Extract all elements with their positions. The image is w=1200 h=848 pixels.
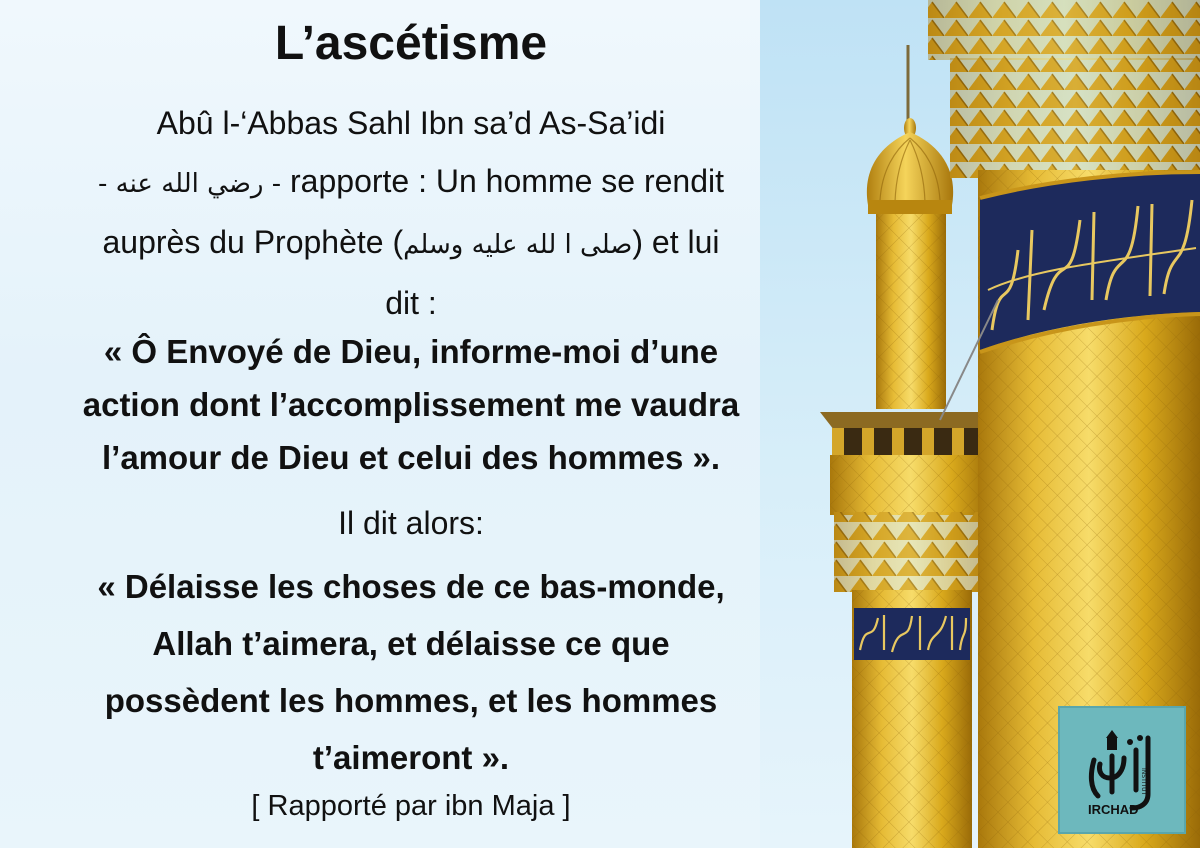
logo-institut-text: INSTITUT (1140, 768, 1147, 796)
narration-line-3 (0, 213, 822, 274)
narration-line-2 (0, 152, 822, 213)
source-reference: [ Rapporté par ibn Maja ] (251, 790, 571, 822)
logo-irchad-text: IRCHAD (1088, 802, 1139, 817)
question-line-3: l’amour de Dieu et celui des hommes ». (101, 439, 721, 476)
answer-line-3: possèdent les hommes, et les hommes (104, 682, 718, 719)
question-quote (0, 325, 822, 484)
question-line-2: action dont l’accomplissement me vaudra (82, 386, 740, 423)
said-line: Il dit alors: (338, 505, 484, 541)
narration-block (0, 94, 822, 332)
page-title: L’ascétisme (274, 17, 548, 70)
narration-line-1: Abû l-‘Abbas Sahl Ibn sa’d As-Sa’idi (156, 105, 666, 141)
arabic-blessing-1: - رضي الله عنه - (98, 169, 282, 199)
narration-line-3-b: ) et lui (632, 224, 720, 260)
arabic-blessing-2: صلى ا لله عليه وسلم (403, 230, 633, 260)
irchad-logo (1058, 706, 1186, 834)
answer-quote (0, 558, 822, 786)
answer-line-1: « Délaisse les choses de ce bas-monde, (97, 568, 725, 605)
narration-line-2-text: rapporte : Un homme se rendit (281, 163, 724, 199)
answer-line-4: t’aimeront ». (312, 739, 510, 776)
narration-line-3-a: auprès du Prophète ( (102, 224, 404, 260)
narration-line-4: dit : (385, 285, 437, 321)
question-line-1: « Ô Envoyé de Dieu, informe-moi d’une (103, 333, 719, 370)
answer-line-2: Allah t’aimera, et délaisse ce que (152, 625, 670, 662)
